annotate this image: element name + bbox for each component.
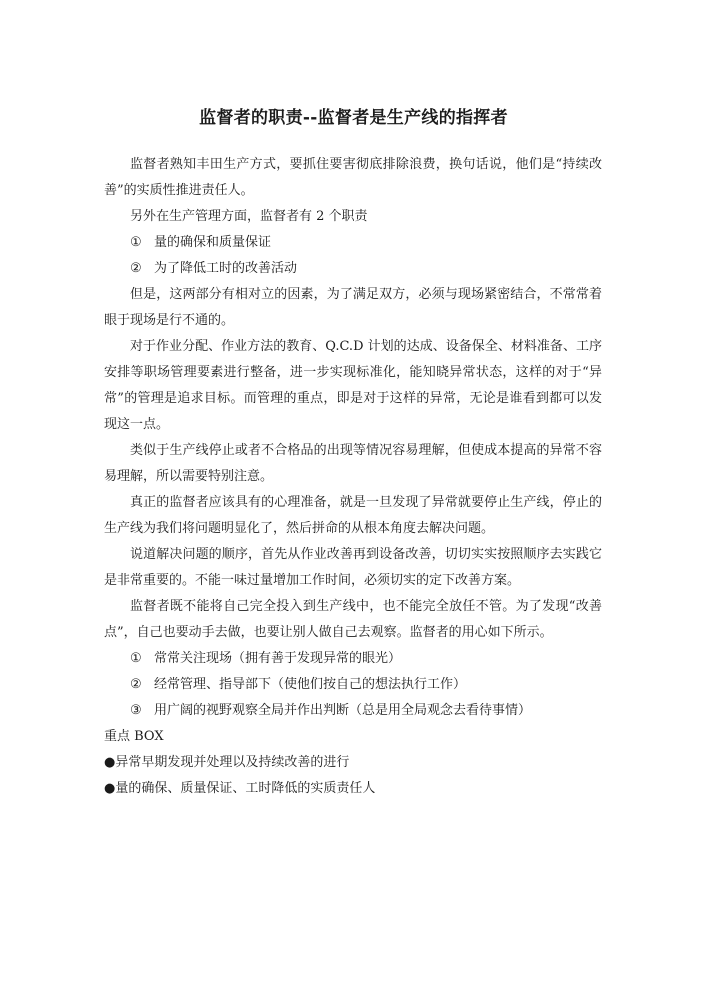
mindset-number: ① (130, 651, 142, 666)
mindset-text: 经常管理、指导部下（使他们按自己的想法执行工作） (154, 677, 467, 692)
mindset-number: ③ (130, 703, 142, 718)
mindset-text: 用广阔的视野观察全局并作出判断（总是用全局观念去看待事情） (154, 703, 532, 718)
paragraph-mindset-intro: 监督者既不能将自己完全投入到生产线中，也不能完全放任不管。为了发现“改善点”，自己也要动手去做，也要让别人做自己去观察。监督者的用心如下所示。 (104, 599, 602, 640)
duty-item (104, 256, 602, 282)
key-point-item: ●异常早期发现并处理以及持续改善的进行 (104, 755, 350, 770)
duty-number: ① (130, 235, 142, 250)
paragraph-cost-anomaly: 类似于生产线停止或者不合格品的出现等情况容易理解，但使成本提高的异常不容易理解，所以需要特别注意。 (104, 443, 602, 484)
mindset-item (104, 646, 602, 672)
paragraph-stop-line: 真正的监督者应该具有的心理准备，就是一旦发现了异常就要停止生产线，停止的生产线为我们将问题明显化了，然后拼命的从根本角度去解决问题。 (104, 495, 602, 536)
duty-number: ② (130, 261, 142, 276)
paragraph-management: 对于作业分配、作业方法的教育、Q.C.D 计划的达成、设备保全、材料准备、工序安排等职场管理要素进行整备，进一步实现标准化，能知晓异常状态，这样的对于“异常”的管理是追求目标。而管理的重点，即是对于这样的异常，无论是谁看到都可以发现这一点。 (104, 339, 602, 432)
mindset-item (104, 672, 602, 698)
duty-item (104, 230, 602, 256)
key-point-item: ●量的确保、质量保证、工时降低的实质责任人 (104, 781, 376, 796)
mindset-number: ② (130, 677, 142, 692)
paragraph-intro: 监督者熟知丰田生产方式，要抓住要害彻底排除浪费，换句话说，他们是“持续改善”的实质性推进责任人。 (104, 157, 602, 198)
duty-text: 量的确保和质量保证 (154, 235, 272, 250)
document-body (104, 152, 602, 802)
mindset-text: 常常关注现场（拥有善于发现异常的眼光） (154, 651, 402, 666)
document-title: 监督者的职责--监督者是生产线的指挥者 (199, 108, 508, 128)
paragraph-duties-intro: 另外在生产管理方面，监督者有 2 个职责 (130, 209, 368, 224)
mindset-item (104, 698, 602, 724)
paragraph-conflict: 但是，这两部分有相对立的因素，为了满足双方，必须与现场紧密结合，不常常着眼于现场是行不通的。 (104, 287, 602, 328)
key-points-box-title: 重点 BOX (104, 729, 164, 744)
paragraph-problem-order: 说道解决问题的顺序，首先从作业改善再到设备改善，切切实实按照顺序去实践它是非常重要的。不能一味过量增加工作时间，必须切实的定下改善方案。 (104, 547, 602, 588)
duty-text: 为了降低工时的改善活动 (154, 261, 298, 276)
